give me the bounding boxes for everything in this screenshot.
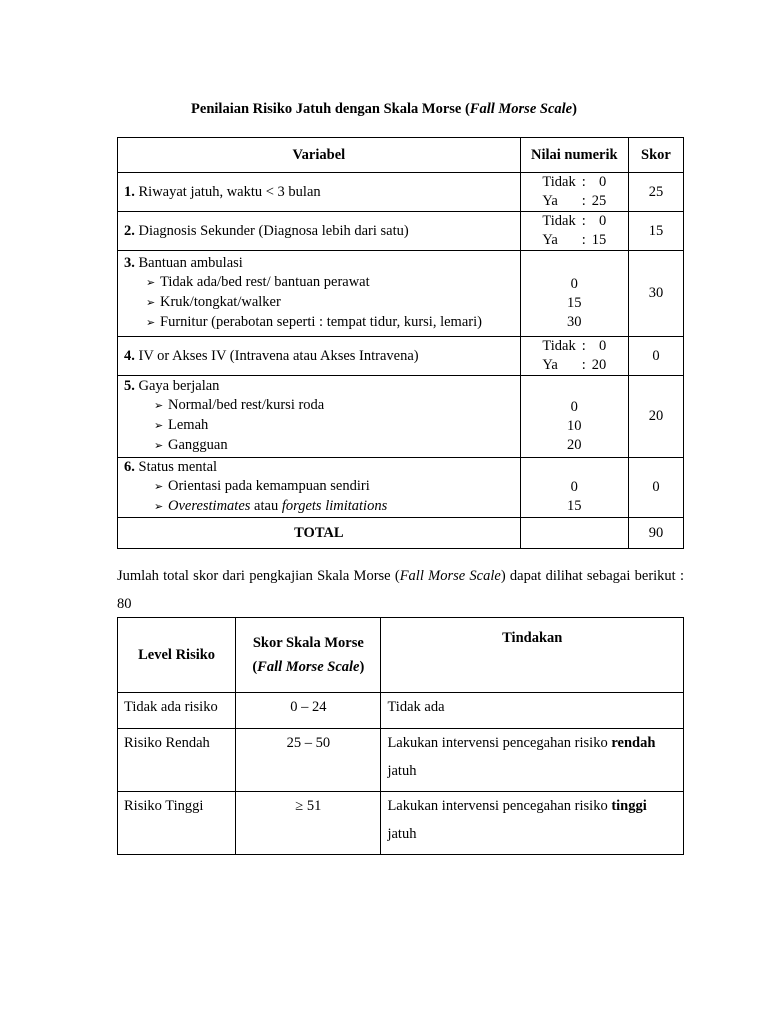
numeric-value-cell: 0 15 (520, 458, 628, 518)
list-item: ➢ Normal/bed rest/kursi roda (124, 396, 514, 416)
numeric-value-cell: Tidak : 0 Ya : 15 (520, 212, 628, 251)
numeric-value-cell: 0 10 20 (520, 376, 628, 458)
score-cell: 20 (628, 376, 683, 458)
list-item: ➢ Kruk/tongkat/walker (124, 293, 514, 313)
numeric-value-cell: 0 15 30 (520, 251, 628, 337)
risk-level-table (117, 617, 684, 855)
header-variabel: Variabel (118, 138, 521, 173)
score-range-cell: ≥ 51 (236, 792, 381, 855)
arrow-bullet-icon: ➢ (146, 277, 156, 289)
action-cell: Tidak ada (381, 693, 684, 729)
variable-cell: 4. IV or Akses IV (Intravena atau Akses Intravena) (118, 337, 521, 376)
list-item: ➢ Gangguan (124, 436, 514, 456)
table-row (118, 376, 684, 458)
arrow-bullet-icon: ➢ (146, 297, 156, 309)
list-item: ➢ Orientasi pada kemampuan sendiri (124, 477, 514, 497)
document-title: Penilaian Risiko Jatuh dengan Skala Morse (Fall Morse Scale) (191, 101, 577, 117)
arrow-bullet-icon: ➢ (154, 481, 164, 493)
arrow-bullet-icon: ➢ (154, 440, 164, 452)
total-row (118, 518, 684, 549)
table-row (118, 458, 684, 518)
arrow-bullet-icon: ➢ (146, 317, 156, 329)
arrow-bullet-icon: ➢ (154, 420, 164, 432)
list-item: ➢ Lemah (124, 416, 514, 436)
table-header-row (118, 618, 684, 693)
list-item: ➢ Furnitur (perabotan seperti : tempat tidur, kursi, lemari) (124, 313, 514, 333)
action-cell: Lakukan intervensi pencegahan risiko tinggi jatuh (381, 792, 684, 855)
table-row (118, 337, 684, 376)
table-row (118, 729, 684, 792)
header-skor: Skor (628, 138, 683, 173)
summary-paragraph: Jumlah total skor dari pengkajian Skala Morse (Fall Morse Scale) dapat dilihat sebagai berikut : 80 (117, 568, 684, 612)
level-cell: Risiko Tinggi (118, 792, 236, 855)
action-cell: Lakukan intervensi pencegahan risiko rendah jatuh (381, 729, 684, 792)
arrow-bullet-icon: ➢ (154, 400, 164, 412)
score-range-cell: 25 – 50 (236, 729, 381, 792)
score-cell: 0 (628, 337, 683, 376)
table-row (118, 251, 684, 337)
list-item: ➢ Overestimates atau forgets limitations (124, 497, 514, 517)
header-skor-skala-morse: Skor Skala Morse (Fall Morse Scale) (236, 618, 381, 693)
total-numeric-cell (520, 518, 628, 549)
variable-cell: 3. Bantuan ambulasi ➢ Tidak ada/bed rest/ bantuan perawat ➢ Kruk/tongkat/walker ➢ Furnitur (perabotan seperti : tempat tidur, kursi, lemari) (118, 251, 521, 337)
table-row (118, 693, 684, 729)
variable-cell: 2. Diagnosis Sekunder (Diagnosa lebih dari satu) (118, 212, 521, 251)
table-row (118, 212, 684, 251)
level-cell: Risiko Rendah (118, 729, 236, 792)
total-label: TOTAL (118, 518, 521, 549)
score-cell: 25 (628, 173, 683, 212)
header-nilai-numerik: Nilai numerik (520, 138, 628, 173)
score-cell: 15 (628, 212, 683, 251)
score-cell: 0 (628, 458, 683, 518)
header-tindakan: Tindakan (381, 618, 684, 693)
score-range-cell: 0 – 24 (236, 693, 381, 729)
arrow-bullet-icon: ➢ (154, 501, 164, 513)
table-header-row (118, 138, 684, 173)
level-cell: Tidak ada risiko (118, 693, 236, 729)
variable-cell: 5. Gaya berjalan ➢ Normal/bed rest/kursi roda ➢ Lemah ➢ Gangguan (118, 376, 521, 458)
numeric-value-cell: Tidak : 0 Ya : 20 (520, 337, 628, 376)
total-score: 90 (628, 518, 683, 549)
header-level-risiko: Level Risiko (118, 618, 236, 693)
table-row (118, 173, 684, 212)
morse-scale-table (117, 137, 684, 549)
numeric-value-cell: Tidak : 0 Ya : 25 (520, 173, 628, 212)
score-cell: 30 (628, 251, 683, 337)
variable-cell: 6. Status mental ➢ Orientasi pada kemampuan sendiri ➢ Overestimates atau forgets limitations (118, 458, 521, 518)
variable-cell: 1. Riwayat jatuh, waktu < 3 bulan (118, 173, 521, 212)
list-item: ➢ Tidak ada/bed rest/ bantuan perawat (124, 273, 514, 293)
table-row (118, 792, 684, 855)
